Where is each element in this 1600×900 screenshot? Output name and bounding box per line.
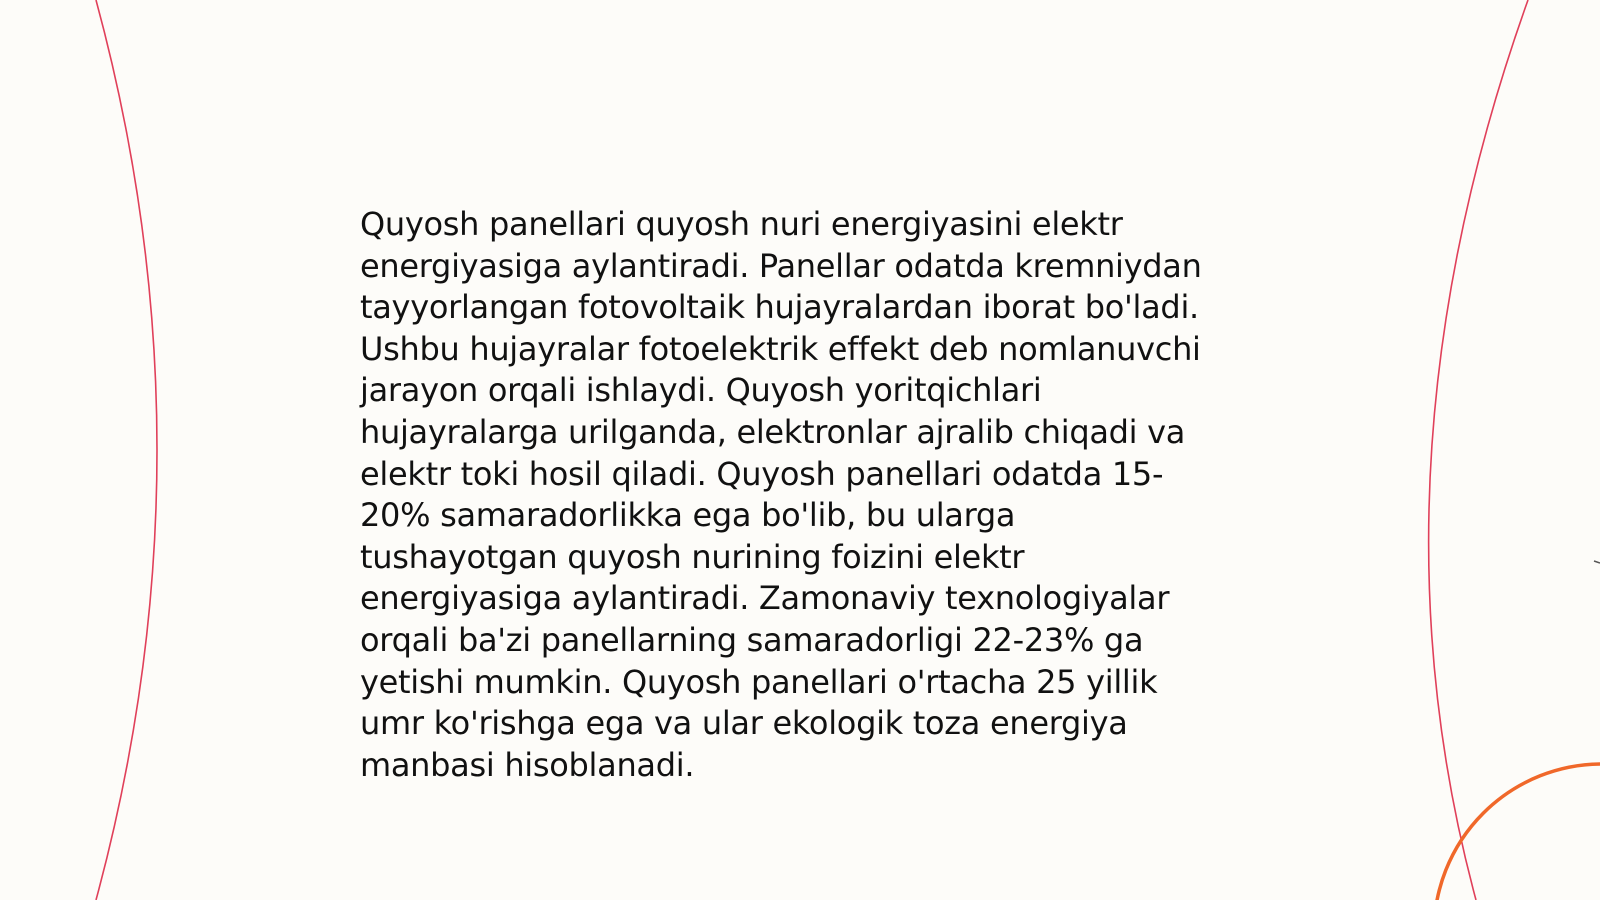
paragraph-line: jarayon orqali ishlaydi. Quyosh yoritqichlari bbox=[360, 371, 1042, 410]
left-decorative-curve bbox=[96, 0, 157, 900]
paragraph-line: yetishi mumkin. Quyosh panellari o'rtacha 25 yillik bbox=[360, 662, 1158, 701]
paragraph-line: energiyasiga aylantiradi. Zamonaviy texnologiyalar bbox=[360, 579, 1170, 618]
paragraph-line: manbasi hisoblanadi. bbox=[360, 745, 695, 784]
paragraph-line: hujayralarga urilganda, elektronlar ajralib chiqadi va bbox=[360, 412, 1186, 451]
body-paragraph bbox=[360, 204, 1240, 786]
paragraph-line: 20% samaradorlikka ega bo'lib, bu ularga bbox=[360, 496, 1016, 535]
right-decorative-curve bbox=[1429, 0, 1528, 900]
edge-mark bbox=[1594, 561, 1600, 563]
paragraph-line: energiyasiga aylantiradi. Panellar odatda kremniydan bbox=[360, 246, 1202, 285]
paragraph-line: orqali ba'zi panellarning samaradorligi 22-23% ga bbox=[360, 620, 1144, 659]
paragraph-line: elektr toki hosil qiladi. Quyosh panellari odatda 15- bbox=[360, 454, 1164, 493]
paragraph-line: umr ko'rishga ega va ular ekologik toza energiya bbox=[360, 704, 1128, 743]
paragraph-line: tayyorlangan fotovoltaik hujayralardan iborat bo'ladi. bbox=[360, 288, 1199, 327]
paragraph-line: Quyosh panellari quyosh nuri energiyasini elektr bbox=[360, 205, 1123, 243]
paragraph-line: Ushbu hujayralar fotoelektrik effekt deb nomlanuvchi bbox=[360, 329, 1201, 368]
paragraph-line: tushayotgan quyosh nurining foizini elektr bbox=[360, 537, 1025, 576]
